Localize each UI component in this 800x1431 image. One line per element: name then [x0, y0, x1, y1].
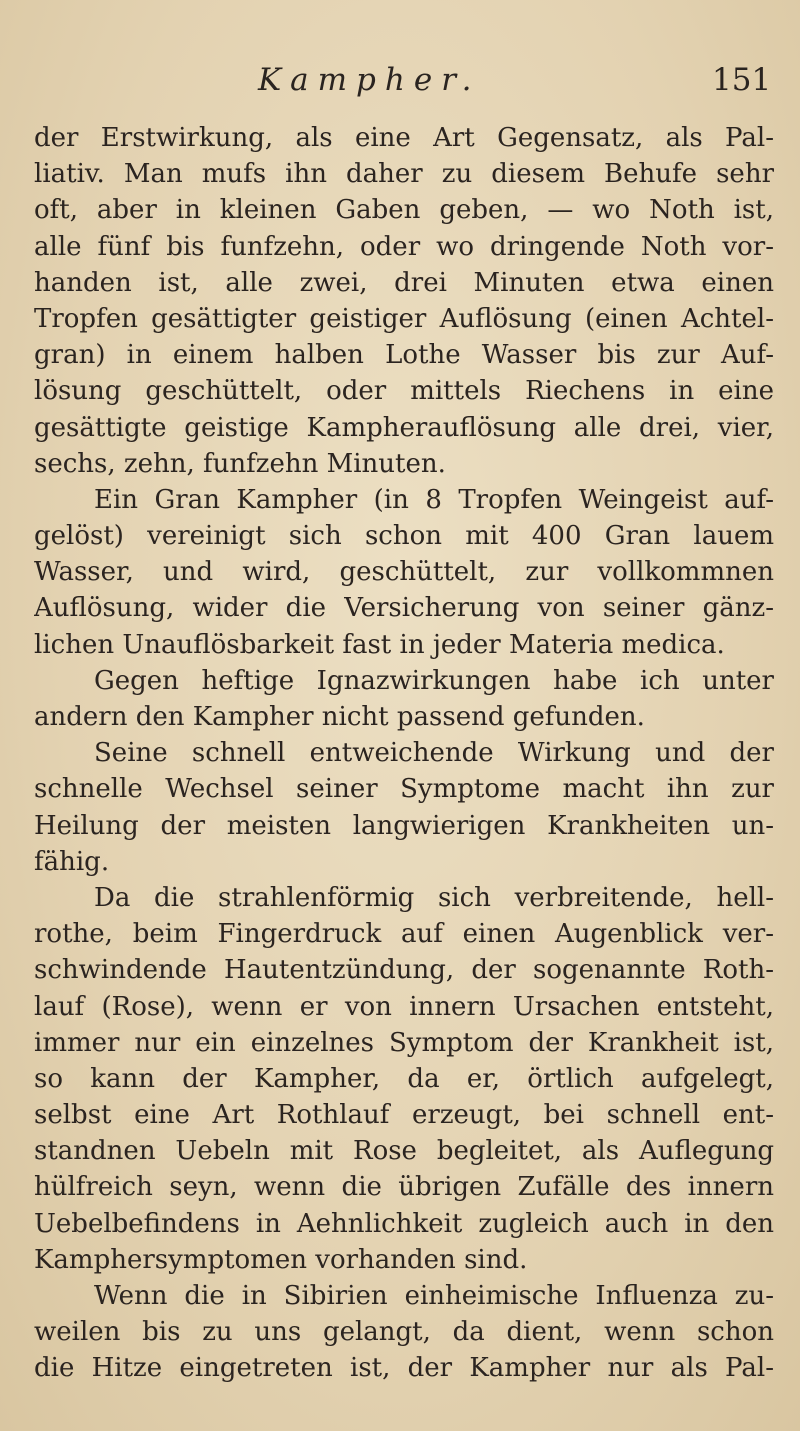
text-line: Heilung der meisten langwierigen Krankheiten un-	[34, 810, 774, 841]
text-line: rothe, beim Fingerdruck auf einen Augenblick ver-	[34, 919, 774, 950]
text-line: fähig.	[34, 846, 110, 877]
text-line: lauf (Rose), wenn er von innern Ursachen entsteht,	[34, 991, 774, 1022]
text-line: die Hitze eingetreten ist, der Kampher nur als Pal-	[34, 1353, 774, 1384]
text-line: schwindende Hautentzündung, der sogenannte Roth-	[34, 955, 774, 986]
text-line: handen ist, alle zwei, drei Minuten etwa einen	[34, 267, 774, 298]
text-line: gelöst) vereinigt sich schon mit 400 Gran lauem	[34, 521, 774, 552]
text-line: liativ. Man mufs ihn daher zu diesem Behufe sehr	[34, 159, 774, 190]
text-line: lichen Unauflösbarkeit fast in jeder Materia medica.	[34, 629, 725, 660]
text-line: Uebelbefindens in Aehnlichkeit zugleich auch in den	[34, 1208, 774, 1239]
text-line: gran) in einem halben Lothe Wasser bis zur Auf-	[34, 340, 774, 371]
running-head	[0, 62, 800, 106]
text-line: immer nur ein einzelnes Symptom der Krankheit ist,	[34, 1027, 774, 1058]
text-line: Wenn die in Sibirien einheimische Influenza zu-	[94, 1281, 774, 1311]
body-text	[34, 120, 774, 1387]
text-line: Gegen heftige Ignazwirkungen habe ich unter	[94, 665, 774, 696]
text-line: so kann der Kampher, da er, örtlich aufgelegt,	[34, 1063, 774, 1094]
text-line: selbst eine Art Rothlauf erzeugt, bei schnell ent-	[34, 1100, 774, 1131]
text-line: Auflösung, wider die Versicherung von seiner gänz-	[34, 593, 774, 624]
running-title: Kampher.	[258, 62, 481, 98]
text-line: oft, aber in kleinen Gaben geben, — wo Noth ist,	[34, 195, 774, 226]
text-line: alle fünf bis funfzehn, oder wo dringende Noth vor-	[34, 231, 774, 262]
text-line: andern den Kampher nicht passend gefunden.	[34, 702, 645, 732]
text-line: weilen bis zu uns gelangt, da dient, wenn schon	[34, 1317, 774, 1348]
text-line: Wasser, und wird, geschüttelt, zur vollkommnen	[34, 557, 774, 588]
text-line: sechs, zehn, funfzehn Minuten.	[34, 448, 446, 479]
text-line: hülfreich seyn, wenn die übrigen Zufälle des innern	[34, 1172, 774, 1203]
text-line: gesättigte geistige Kampherauflösung alle drei, vier,	[34, 412, 774, 443]
text-line: Ein Gran Kampher (in 8 Tropfen Weingeist auf-	[94, 484, 774, 515]
text-line: lösung geschüttelt, oder mittels Riechens in eine	[34, 376, 774, 407]
text-line: schnelle Wechsel seiner Symptome macht ihn zur	[34, 774, 774, 805]
page-number: 151	[712, 62, 772, 98]
text-line: standnen Uebeln mit Rose begleitet, als Auflegung	[34, 1136, 774, 1167]
text-line: Da die strahlenförmig sich verbreitende, hell-	[94, 882, 774, 913]
text-line: Seine schnell entweichende Wirkung und der	[94, 738, 774, 769]
text-line: der Erstwirkung, als eine Art Gegensatz, als Pal-	[34, 123, 774, 153]
text-line: Tropfen gesättigter geistiger Auflösung (einen Achtel-	[34, 303, 774, 334]
text-line: Kamphersymptomen vorhanden sind.	[34, 1244, 528, 1275]
